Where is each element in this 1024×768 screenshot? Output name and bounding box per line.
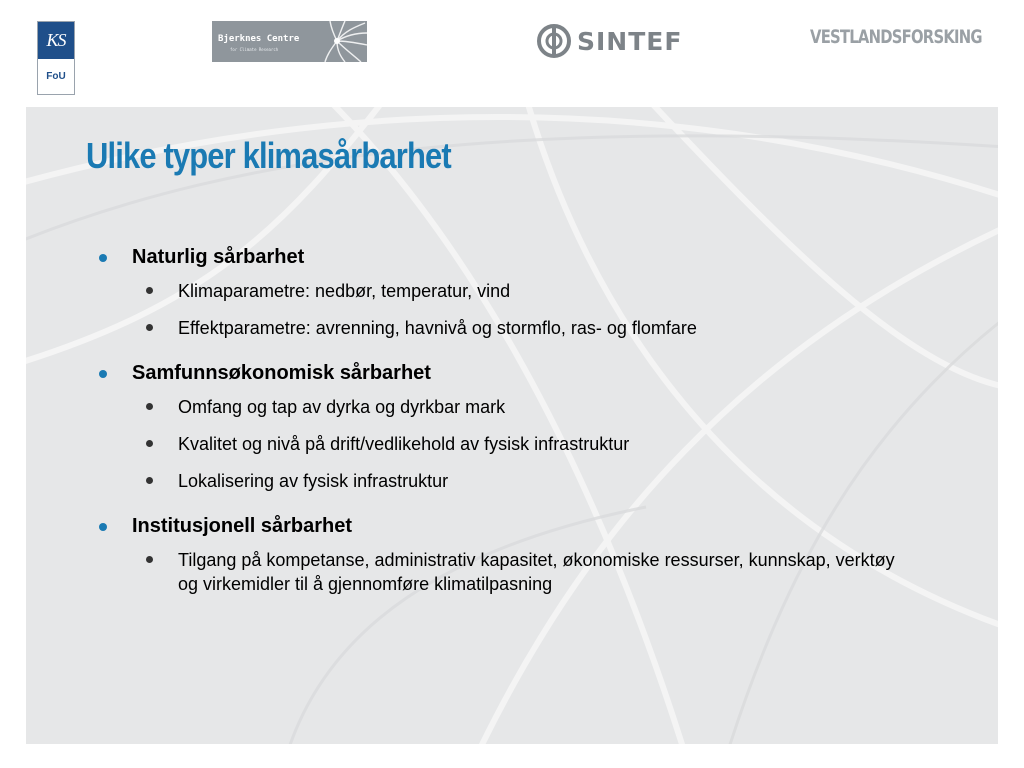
bjerknes-subtitle: for Climate Research	[230, 47, 279, 52]
section-heading	[99, 515, 959, 538]
bullet-icon	[146, 556, 153, 563]
list-item-text: Klimaparametre: nedbør, temperatur, vind	[178, 281, 511, 301]
section-heading-text: Naturlig sårbarhet	[132, 246, 305, 268]
fou-label: FoU	[46, 71, 66, 82]
sintef-emblem-icon	[537, 24, 571, 58]
list-item	[146, 432, 959, 456]
bullet-icon	[146, 287, 153, 294]
bullet-icon	[146, 403, 153, 410]
list-item-text: Effektparametre: avrenning, havnivå og stormflo, ras- og flomfare	[178, 318, 697, 338]
swirl-icon	[297, 21, 367, 62]
section-heading-text: Institusjonell sårbarhet	[132, 515, 353, 537]
bullet-icon	[146, 477, 153, 484]
bullet-icon	[99, 370, 107, 378]
bullet-icon	[146, 440, 153, 447]
ks-logo-mark: KS	[38, 22, 74, 59]
ks-fou-logo	[37, 21, 75, 95]
vestlandsforsking-logo: VESTLANDSFORSKING	[810, 26, 982, 48]
section-institusjonell	[99, 515, 959, 596]
section-heading	[99, 246, 959, 269]
section-heading	[99, 362, 959, 385]
slide-body	[99, 246, 959, 618]
list-item	[146, 316, 959, 340]
bjerknes-centre-logo	[212, 21, 367, 62]
list-item-text: Kvalitet og nivå på drift/vedlikehold av fysisk infrastruktur	[178, 434, 630, 454]
list-item-text: Lokalisering av fysisk infrastruktur	[178, 471, 449, 491]
list-item	[146, 548, 959, 596]
sintef-logo	[537, 22, 682, 60]
section-naturlig	[99, 246, 959, 340]
bullet-icon	[99, 254, 107, 262]
bjerknes-title: Bjerknes Centre	[218, 34, 300, 44]
list-item	[146, 279, 959, 303]
section-samfunnsokonomisk	[99, 362, 959, 493]
list-item	[146, 469, 959, 493]
sintef-wordmark: SINTEF	[577, 26, 683, 56]
bullet-icon	[99, 523, 107, 531]
list-item-text: Omfang og tap av dyrka og dyrkbar mark	[178, 397, 506, 417]
list-item	[146, 395, 959, 419]
slide-title: Ulike typer klimasårbarhet	[86, 135, 451, 176]
section-heading-text: Samfunnsøkonomisk sårbarhet	[132, 362, 431, 384]
bullet-icon	[146, 324, 153, 331]
list-item-text: Tilgang på kompetanse, administrativ kapasitet, økonomiske ressurser, kunnskap, verktøy og virkemidler til å gjennomføre klimatilpasning	[178, 550, 895, 594]
